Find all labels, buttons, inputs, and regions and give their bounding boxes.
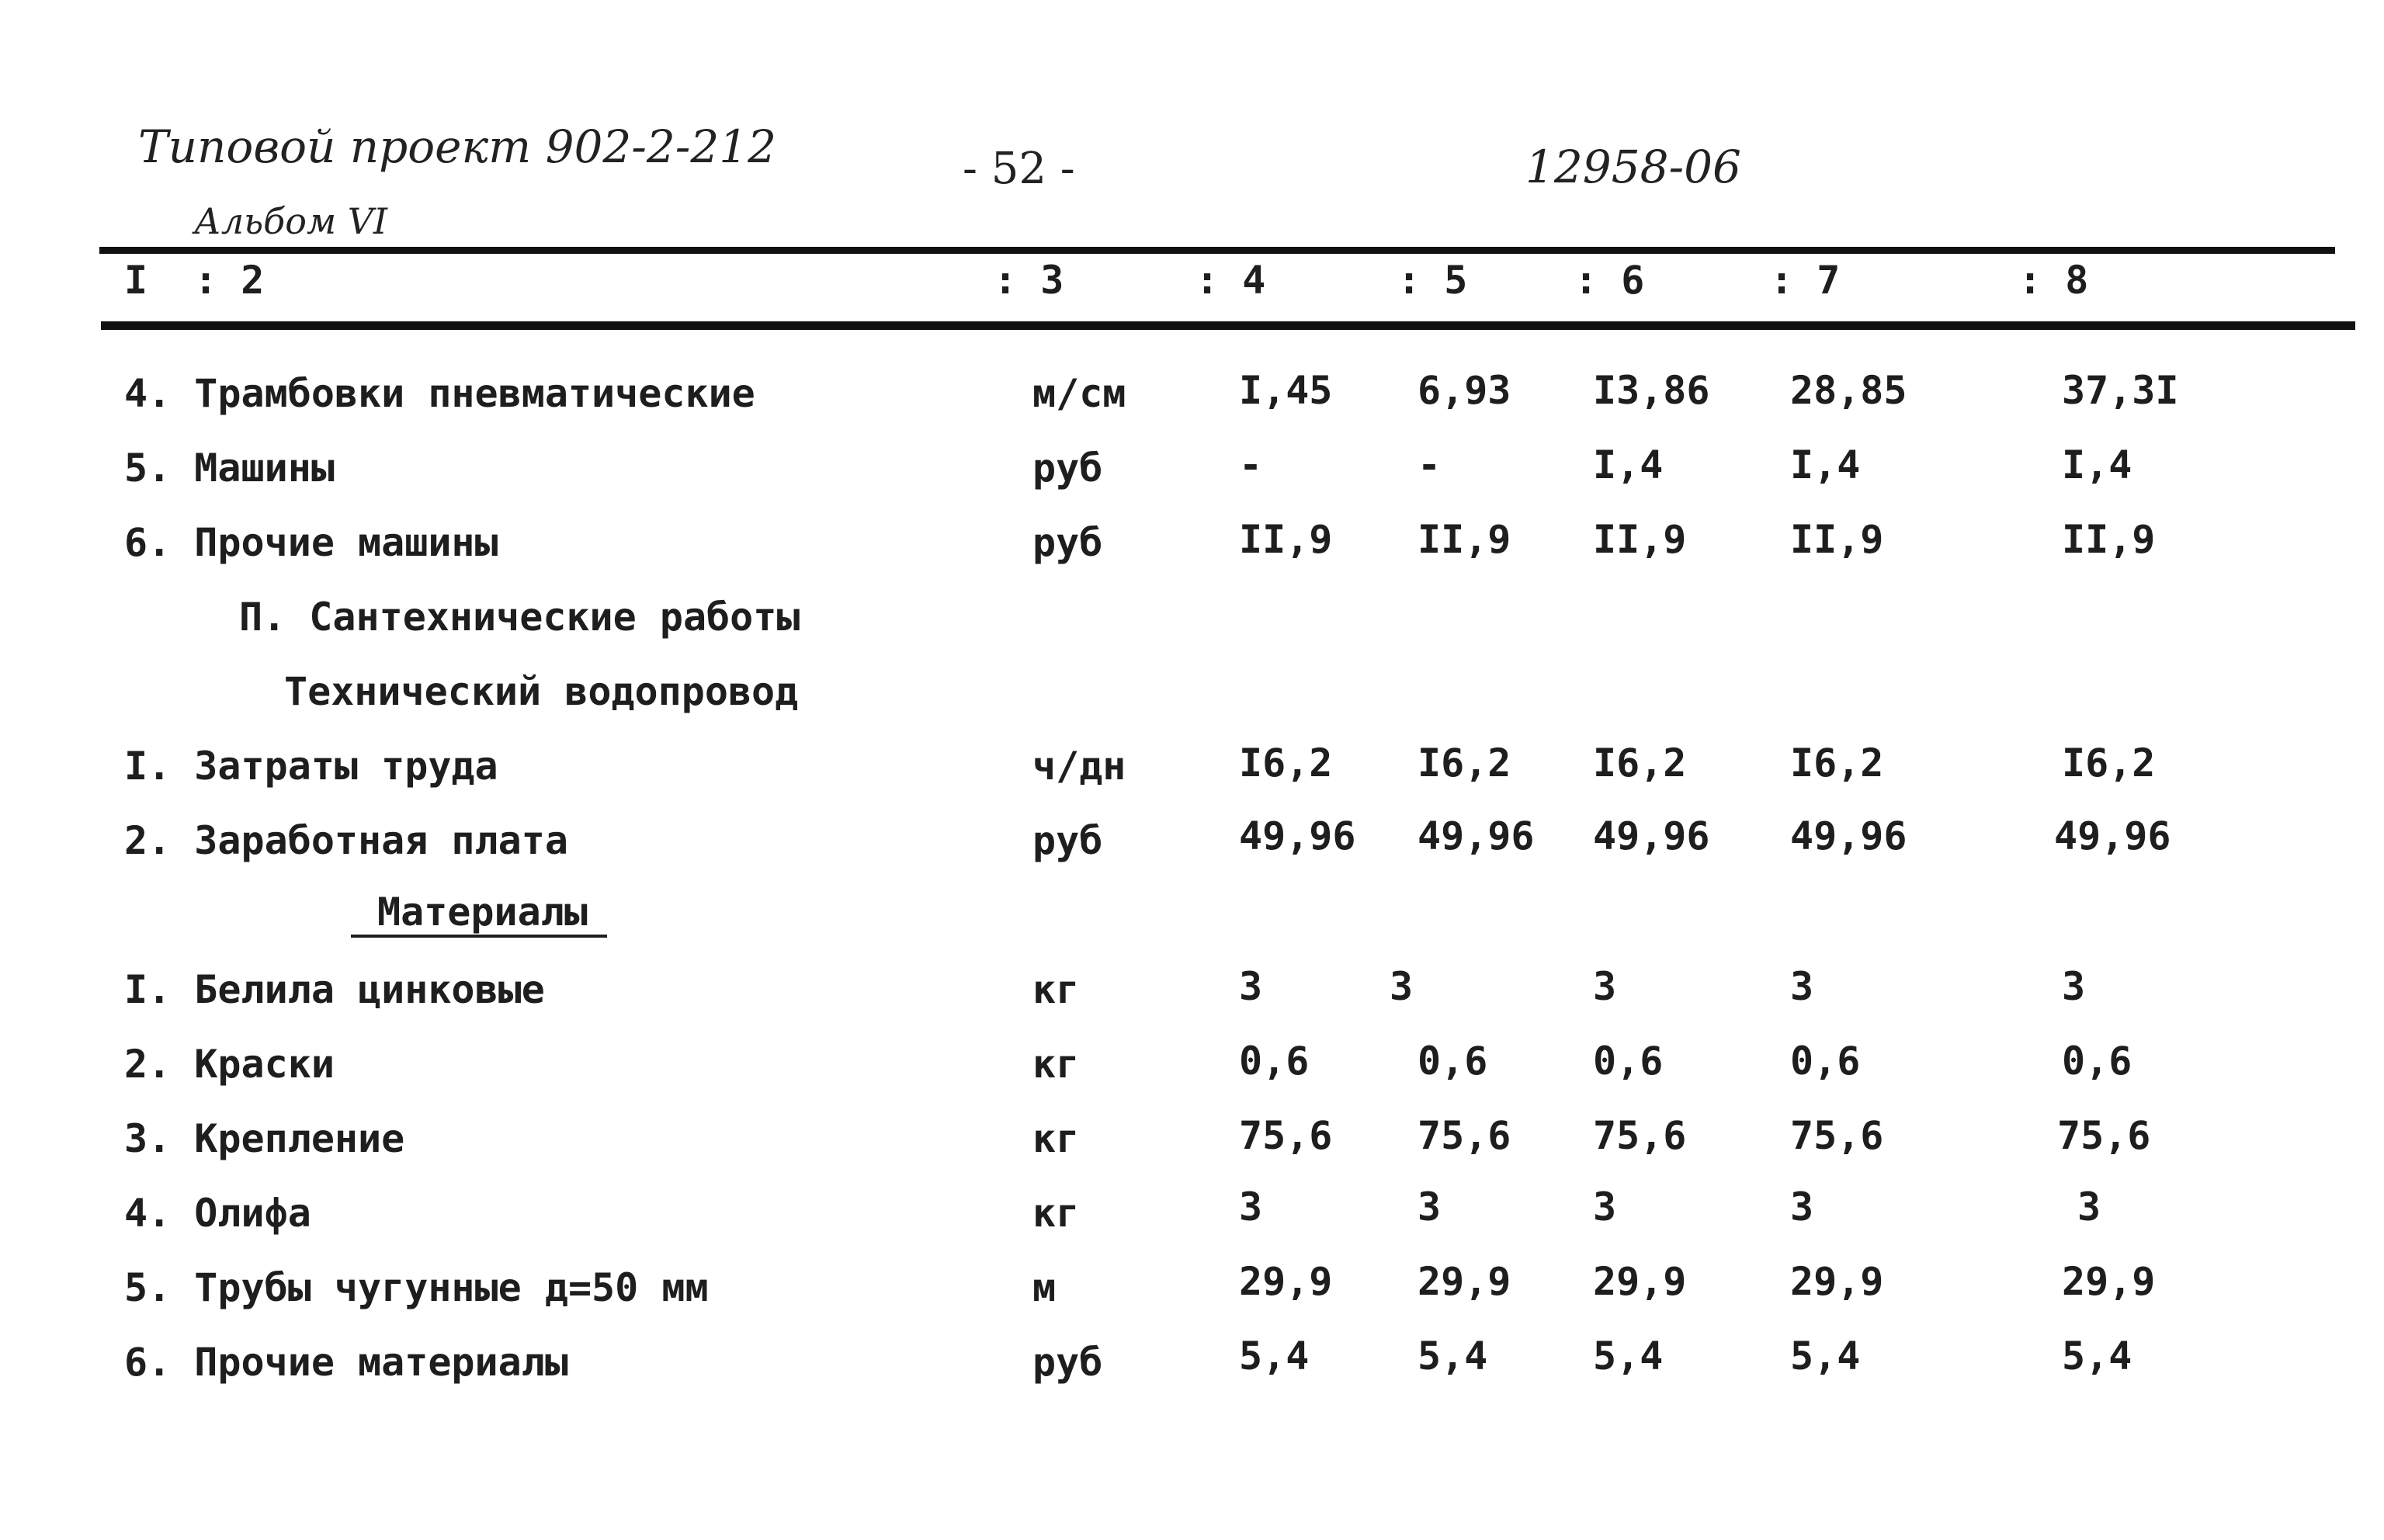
subsection-heading: Технический водопровод	[284, 669, 799, 714]
row-value-col6: I,4	[1593, 442, 1664, 487]
row-value-col7: 5,4	[1790, 1334, 1861, 1379]
row-value-col6: 29,9	[1593, 1259, 1687, 1304]
materials-heading: Материалы	[377, 890, 588, 935]
column-header-2: : 2	[194, 258, 265, 303]
row-value-col8: 0,6	[2062, 1039, 2132, 1084]
row-value-col6: 3	[1593, 964, 1617, 1009]
document-code: 12958-06	[1525, 140, 1741, 193]
row-value-col5: 75,6	[1418, 1113, 1511, 1158]
album-label: Альбом VI	[194, 200, 388, 242]
row-value-col6: 0,6	[1593, 1039, 1664, 1084]
row-value-col8: 49,96	[2054, 813, 2171, 858]
header-bottom-rule	[101, 321, 2355, 330]
header-top-rule	[99, 247, 2335, 254]
row-value-col6: II,9	[1593, 517, 1687, 562]
row-label: 5. Трубы чугунные д=50 мм	[124, 1265, 709, 1310]
row-value-col4: 29,9	[1239, 1259, 1333, 1304]
row-value-col4: 0,6	[1239, 1039, 1310, 1084]
row-value-col5: 3	[1418, 1184, 1442, 1230]
row-value-col5: 6,93	[1418, 368, 1511, 413]
row-value-col7: 3	[1790, 1184, 1814, 1230]
row-unit: руб	[1032, 818, 1103, 863]
row-label: 5. Машины	[124, 446, 335, 491]
row-value-col6: 3	[1593, 1184, 1617, 1230]
column-header-4: : 4	[1195, 258, 1266, 303]
row-label: 4. Трамбовки пневматические	[124, 371, 755, 416]
row-value-col4: I6,2	[1239, 741, 1333, 786]
row-value-col8: 5,4	[2062, 1334, 2132, 1379]
column-header-5: : 5	[1397, 258, 1468, 303]
row-value-col4: 3	[1239, 1184, 1263, 1230]
row-value-col6: I3,86	[1593, 368, 1710, 413]
row-value-col4: 75,6	[1239, 1113, 1333, 1158]
row-value-col5: 3	[1390, 964, 1414, 1009]
row-value-col7: 29,9	[1790, 1259, 1884, 1304]
row-value-col8: I,4	[2062, 442, 2132, 487]
row-unit: кг	[1032, 1191, 1080, 1236]
row-unit: м	[1032, 1265, 1057, 1310]
row-value-col8: 29,9	[2062, 1259, 2156, 1304]
row-value-col7: I6,2	[1790, 741, 1884, 786]
row-value-col7: I,4	[1790, 442, 1861, 487]
row-unit: руб	[1032, 520, 1103, 565]
column-header-1: I	[124, 258, 148, 303]
row-unit: кг	[1032, 967, 1080, 1012]
row-value-col8: 37,3I	[2062, 368, 2179, 413]
row-value-col5: II,9	[1418, 517, 1511, 562]
row-unit: кг	[1032, 1116, 1080, 1161]
row-value-col4: 49,96	[1239, 813, 1356, 858]
materials-heading-underline	[351, 935, 607, 938]
row-label: I. Затраты труда	[124, 744, 498, 789]
row-unit: руб	[1032, 446, 1103, 491]
row-value-col4: 5,4	[1239, 1334, 1310, 1379]
row-value-col7: 3	[1790, 964, 1814, 1009]
row-value-col5: 5,4	[1418, 1334, 1488, 1379]
page-number: - 52 -	[963, 144, 1075, 194]
row-value-col7: 0,6	[1790, 1039, 1861, 1084]
row-value-col8: 75,6	[2057, 1113, 2151, 1158]
row-value-col7: 75,6	[1790, 1113, 1884, 1158]
row-unit: руб	[1032, 1340, 1103, 1385]
row-value-col5: I6,2	[1418, 741, 1511, 786]
row-label: 4. Олифа	[124, 1191, 311, 1236]
row-label: I. Белила цинковые	[124, 967, 545, 1012]
row-unit: м/см	[1032, 371, 1126, 416]
row-value-col4: II,9	[1239, 517, 1333, 562]
column-header-6: : 6	[1574, 258, 1645, 303]
column-header-7: : 7	[1770, 258, 1841, 303]
row-value-col4: -	[1239, 442, 1263, 487]
row-value-col8: II,9	[2062, 517, 2156, 562]
row-value-col4: 3	[1239, 964, 1263, 1009]
project-label: Типовой проект 902-2-212	[138, 120, 777, 173]
row-value-col5: -	[1418, 442, 1442, 487]
row-value-col5: 29,9	[1418, 1259, 1511, 1304]
row-value-col7: 28,85	[1790, 368, 1907, 413]
row-label: 2. Заработная плата	[124, 818, 568, 863]
row-value-col5: 49,96	[1418, 813, 1535, 858]
row-value-col5: 0,6	[1418, 1039, 1488, 1084]
column-header-8: : 8	[2018, 258, 2089, 303]
row-value-col6: 49,96	[1593, 813, 1710, 858]
row-value-col6: 5,4	[1593, 1334, 1664, 1379]
row-label: 6. Прочие машины	[124, 520, 498, 565]
row-label: 3. Крепление	[124, 1116, 405, 1161]
row-value-col4: I,45	[1239, 368, 1333, 413]
row-value-col8: I6,2	[2062, 741, 2156, 786]
row-value-col7: 49,96	[1790, 813, 1907, 858]
row-value-col7: II,9	[1790, 517, 1884, 562]
row-unit: ч/дн	[1032, 744, 1126, 789]
row-value-col6: I6,2	[1593, 741, 1687, 786]
row-label: 6. Прочие материалы	[124, 1340, 568, 1385]
row-value-col8: 3	[2062, 964, 2086, 1009]
row-value-col8: 3	[2077, 1184, 2101, 1230]
row-unit: кг	[1032, 1042, 1080, 1087]
section-heading: П. Сантехнические работы	[239, 595, 800, 640]
row-label: 2. Краски	[124, 1042, 335, 1087]
column-header-3: : 3	[994, 258, 1064, 303]
row-value-col6: 75,6	[1593, 1113, 1687, 1158]
